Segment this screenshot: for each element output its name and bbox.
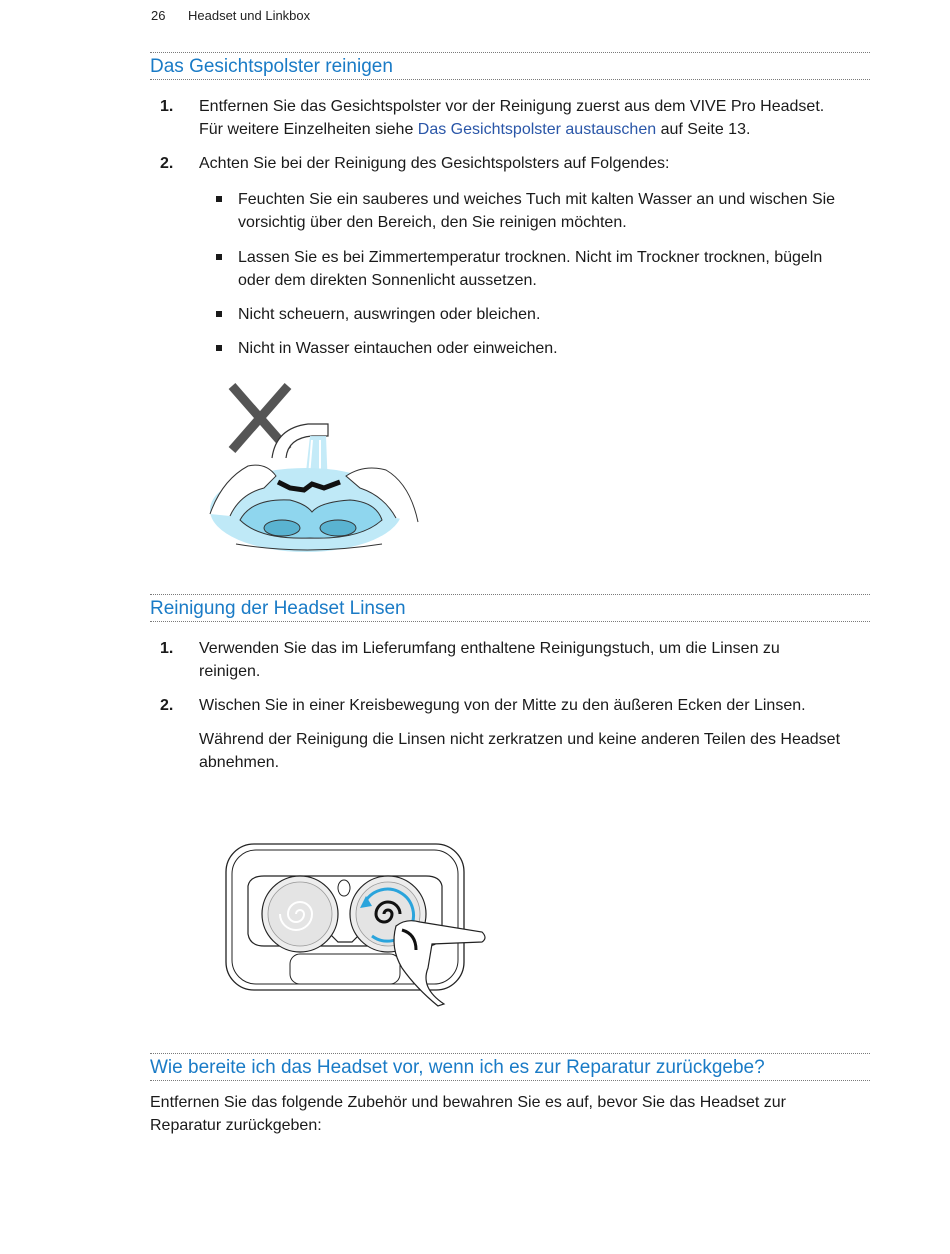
lens-left bbox=[262, 876, 338, 952]
bullet-marker bbox=[216, 196, 222, 202]
step-text: reinigen. bbox=[199, 663, 261, 680]
cushion-pad-right bbox=[320, 520, 356, 536]
body-text: Entfernen Sie das folgende Zubehör und bewahren Sie es auf, bevor Sie das Headset zur bbox=[150, 1094, 786, 1111]
bullet-text: Lassen Sie es bei Zimmertemperatur trocknen. Nicht im Trockner trocknen, bügeln bbox=[238, 249, 823, 266]
page-number: 26 bbox=[151, 8, 166, 23]
step-text-line2 bbox=[199, 118, 750, 141]
step-number: 1. bbox=[160, 98, 174, 115]
section-title-lens-cleaning: Reinigung der Headset Linsen bbox=[150, 594, 870, 622]
bullet-text: Nicht scheuern, auswringen oder bleichen. bbox=[238, 306, 541, 323]
illustration-no-water-washing bbox=[200, 380, 430, 555]
cushion-pad-left bbox=[264, 520, 300, 536]
step-text-post: auf Seite 13. bbox=[656, 121, 751, 138]
step-text-pre: Für weitere Einzelheiten siehe bbox=[199, 121, 418, 138]
bullet-text: vorsichtig über den Bereich, den Sie reinigen möchten. bbox=[238, 214, 627, 231]
step-number: 2. bbox=[160, 697, 174, 714]
section-title-repair-preparation: Wie bereite ich das Headset vor, wenn ich es zur Reparatur zurückgebe? bbox=[150, 1053, 870, 1081]
body-text: Reparatur zurückgeben: bbox=[150, 1117, 322, 1134]
bullet-text: Nicht in Wasser eintauchen oder einweichen. bbox=[238, 340, 558, 357]
page-header bbox=[151, 8, 310, 23]
bullet-text: Feuchten Sie ein sauberes und weiches Tuch mit kalten Wasser an und wischen Sie bbox=[238, 191, 836, 208]
illustration-lens-cleaning bbox=[220, 838, 490, 1008]
step-text: Verwenden Sie das im Lieferumfang enthaltene Reinigungstuch, um die Linsen zu bbox=[199, 640, 780, 657]
step-text: Achten Sie bei der Reinigung des Gesichtspolsters auf Folgendes: bbox=[199, 155, 670, 172]
step-text: Entfernen Sie das Gesichtspolster vor der Reinigung zuerst aus dem VIVE Pro Headset. bbox=[199, 98, 825, 115]
note-text: Während der Reinigung die Linsen nicht zerkratzen und keine anderen Teilen des Headset bbox=[199, 731, 841, 748]
step-number: 1. bbox=[160, 640, 174, 657]
section-title-face-cushion: Das Gesichtspolster reinigen bbox=[150, 52, 870, 80]
link-face-cushion-replace[interactable]: Das Gesichtspolster austauschen bbox=[417, 121, 657, 138]
note-text: abnehmen. bbox=[199, 754, 280, 771]
step-number: 2. bbox=[160, 155, 174, 172]
step-text: Wischen Sie in einer Kreisbewegung von der Mitte zu den äußeren Ecken der Linsen. bbox=[199, 697, 806, 714]
chapter-title: Headset und Linkbox bbox=[188, 8, 311, 23]
bullet-marker bbox=[216, 254, 222, 260]
bullet-marker bbox=[216, 345, 222, 351]
bullet-marker bbox=[216, 311, 222, 317]
bullet-text: oder dem direkten Sonnenlicht aussetzen. bbox=[238, 272, 537, 289]
